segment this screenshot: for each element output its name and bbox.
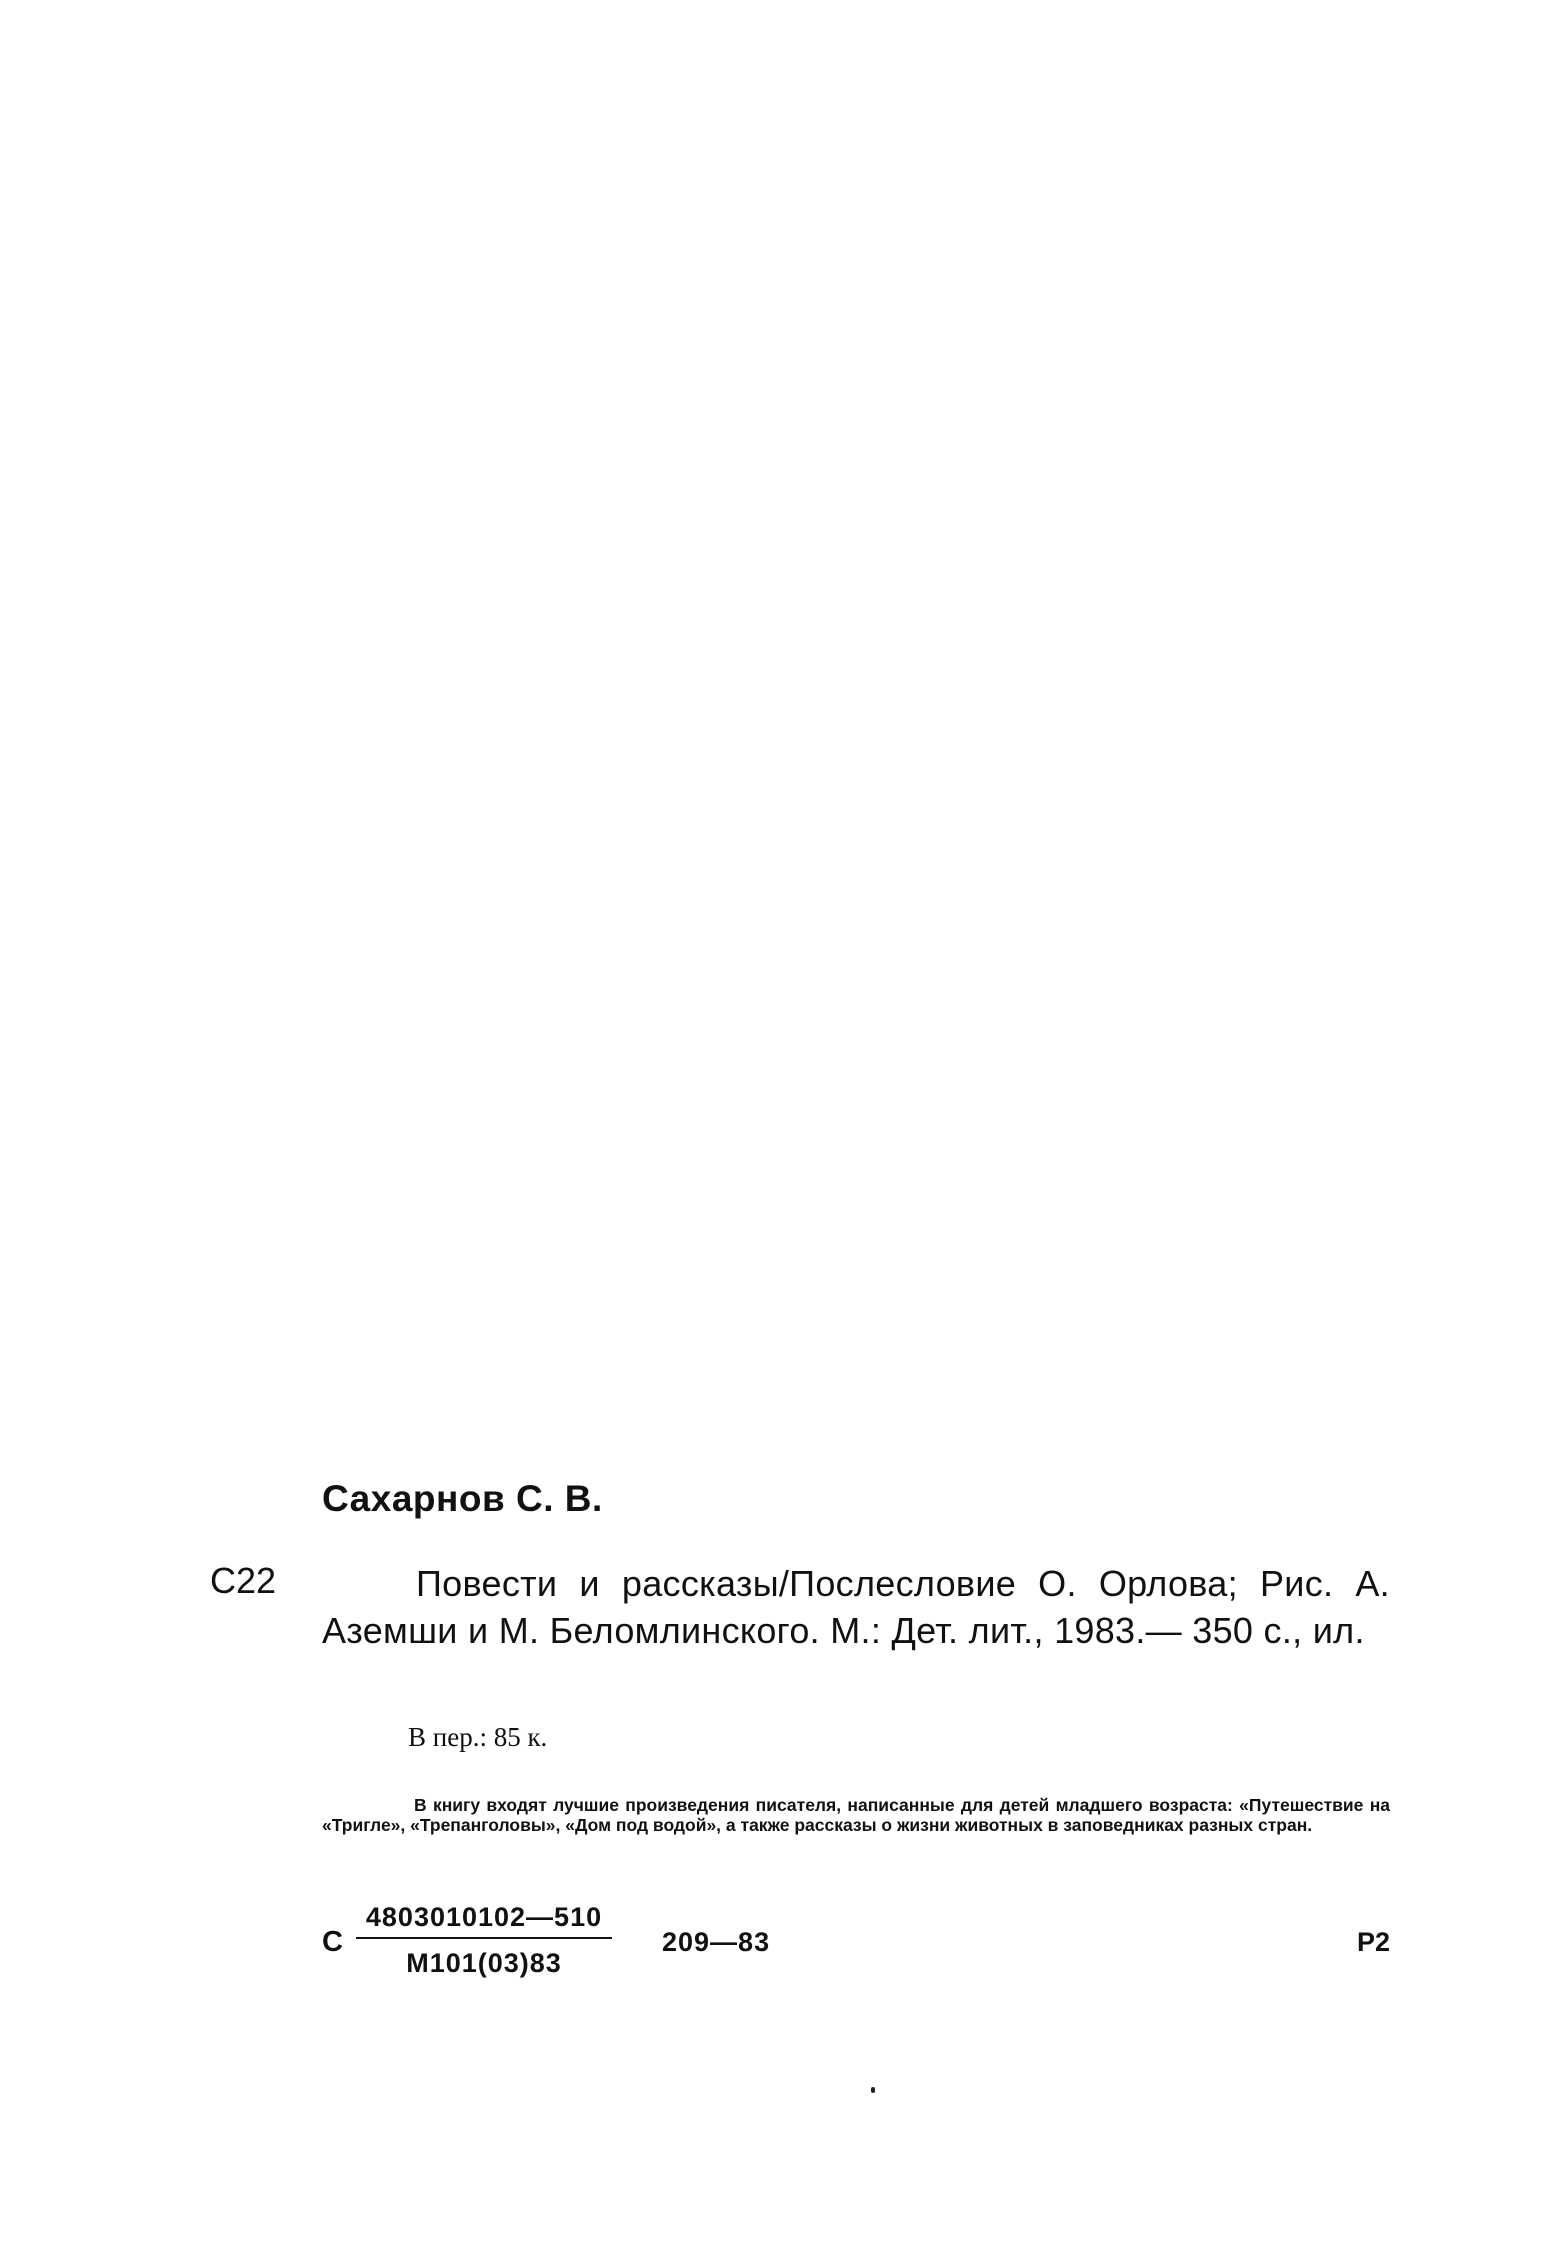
library-code: С22 <box>210 1560 277 1601</box>
catalog-numerator: 4803010102—510 <box>365 1902 603 1932</box>
catalog-index <box>322 1900 1390 1990</box>
price-line: В пер.: 85 к. <box>408 1722 548 1752</box>
catalog-number: 209—83 <box>662 1927 771 1957</box>
bibliographic-description: Повести и рассказы/Послесловие О. Орлова; Рис. А. Аземши и М. Беломлинского. М.: Дет. лит., 1983.— 350 с., ил. <box>322 1563 1390 1651</box>
annotation-text: В книгу входят лучшие произведения писателя, написанные для детей младшего возраста: «Путешествие на «Тригле», «Трепанголовы», «Дом под водой», а также рассказы о жизни животных в заповедниках разных стран. <box>322 1795 1390 1835</box>
catalog-denominator: М101(03)83 <box>406 1948 562 1978</box>
catalog-right-code: Р2 <box>1356 1927 1390 1957</box>
print-speck <box>871 2087 875 2093</box>
author-name: Сахарнов С. В. <box>322 1478 603 1519</box>
fraction-bar <box>356 1937 612 1939</box>
catalog-fraction <box>356 1900 612 1981</box>
catalog-letter: С <box>322 1926 343 1958</box>
